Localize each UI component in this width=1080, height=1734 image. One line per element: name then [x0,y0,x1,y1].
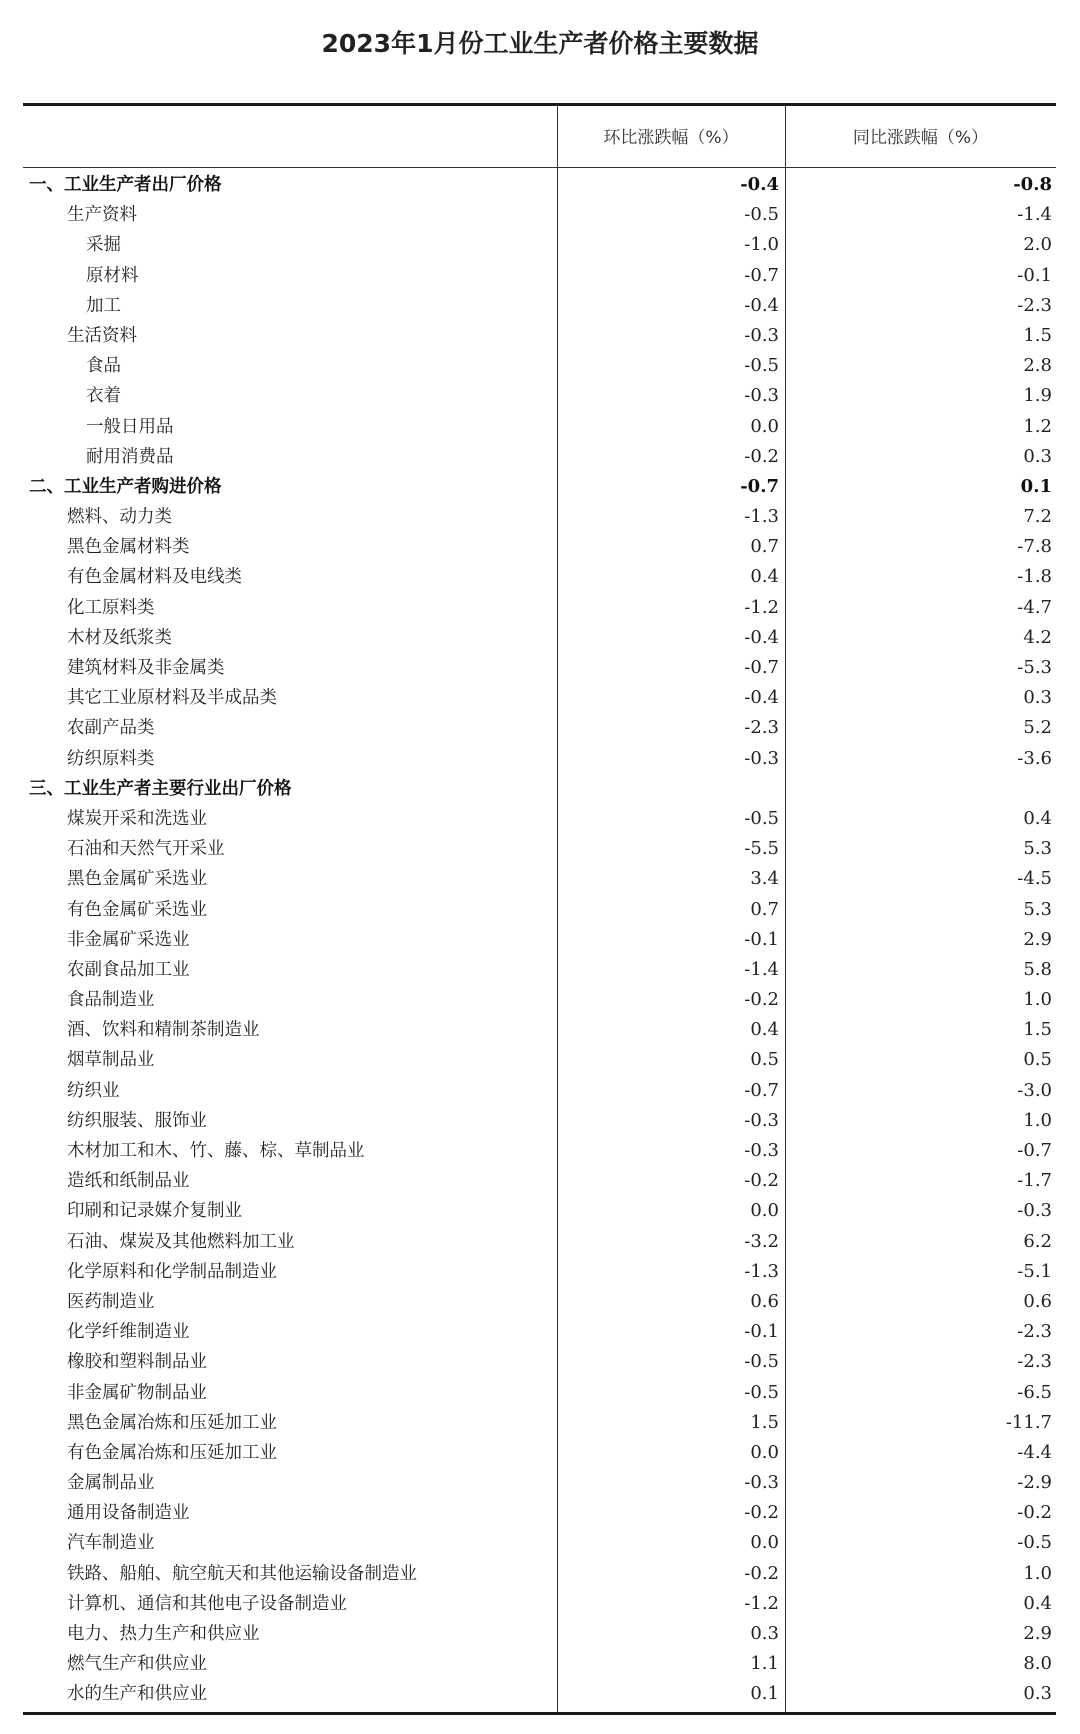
row-label: 印刷和记录媒介复制业 [67,1201,242,1222]
row-label: 通用设备制造业 [67,1503,190,1524]
table-row [23,593,1056,623]
table-row [23,170,1056,200]
table-row [23,1347,1056,1377]
mom-value: 3.4 [750,868,779,890]
yoy-value: -0.3 [1017,1200,1052,1222]
mom-value: -0.5 [744,204,779,226]
yoy-value: 2.9 [1023,928,1052,950]
mom-value: -0.3 [744,1472,779,1494]
table-row [23,834,1056,864]
mom-value: -1.2 [744,596,779,618]
row-label: 纺织原料类 [67,748,155,769]
table-row [23,502,1056,532]
table-row [23,412,1056,442]
row-label: 燃气生产和供应业 [67,1654,207,1675]
mom-value: 0.1 [750,1683,779,1705]
row-label: 农副食品加工业 [67,959,190,980]
row-label: 三、工业生产者主要行业出厂价格 [29,778,292,799]
table-row [23,321,1056,351]
row-label: 电力、热力生产和供应业 [67,1624,260,1644]
mom-value: -0.2 [744,1502,779,1524]
yoy-value: 0.1 [1020,475,1052,497]
yoy-value: 2.8 [1023,355,1052,377]
table-row [23,1196,1056,1226]
row-label: 衣着 [86,386,121,407]
yoy-value: 1.5 [1023,324,1052,346]
table-row [23,200,1056,230]
row-label: 生活资料 [67,325,137,346]
mom-value: 0.3 [750,1623,779,1644]
yoy-value: 1.9 [1023,385,1052,407]
yoy-value: -2.3 [1017,1351,1052,1373]
table-row [23,1045,1056,1075]
mom-value: 0.5 [750,1049,779,1071]
yoy-value: 1.0 [1023,1562,1052,1584]
table-row [23,653,1056,683]
mom-value: -1.4 [744,958,779,980]
row-label: 化学纤维制造业 [67,1322,190,1343]
row-label: 农副产品类 [67,718,155,739]
row-label: 耐用消费品 [86,446,174,467]
row-label: 橡胶和塑料制品业 [67,1352,207,1373]
yoy-value: -4.7 [1017,596,1052,618]
table-row [23,1528,1056,1558]
table-row [23,261,1056,291]
row-label: 铁路、船舶、航空航天和其他运输设备制造业 [67,1563,417,1584]
yoy-value: 5.3 [1023,898,1052,920]
table-row [23,532,1056,562]
row-label: 造纸和纸制品业 [67,1171,190,1192]
mom-value: -0.3 [744,324,779,346]
mom-value: -0.2 [744,989,779,1011]
yoy-value: 5.3 [1023,838,1052,860]
yoy-value: 0.3 [1023,687,1052,709]
row-label: 有色金属矿采选业 [67,899,207,920]
mom-value: 0.7 [750,536,779,558]
table-row [23,562,1056,592]
mom-value: -0.2 [744,445,779,467]
mom-value: -0.3 [744,747,779,769]
mom-value: 0.7 [750,898,779,920]
mom-value: 0.0 [750,1441,779,1463]
column-header-yoy: 同比涨跌幅（%） [852,128,989,148]
mom-value: 0.0 [750,415,779,437]
row-label: 二、工业生产者购进价格 [29,476,222,497]
column-header-mom: 环比涨跌幅（%） [603,128,739,148]
yoy-value: 0.5 [1023,1049,1052,1071]
mom-value: -3.2 [744,1230,779,1252]
row-label: 黑色金属材料类 [67,537,190,558]
mom-value: -1.2 [744,1592,779,1614]
mom-value: -0.2 [744,1562,779,1584]
yoy-value: -0.2 [1017,1502,1052,1524]
row-label: 酒、饮料和精制茶制造业 [67,1020,260,1041]
row-label: 石油、煤炭及其他燃料加工业 [67,1231,295,1252]
page-title: 2023年1月份工业生产者价格主要数据 [321,29,759,58]
yoy-value: -5.1 [1017,1260,1052,1282]
table-row [23,1408,1056,1438]
yoy-value: 0.6 [1023,1290,1052,1312]
row-label: 生产资料 [67,205,137,226]
yoy-value: 6.2 [1023,1230,1052,1252]
table-row [23,774,1056,804]
yoy-value: -6.5 [1017,1381,1052,1403]
yoy-value: 1.0 [1023,1109,1052,1131]
row-label: 计算机、通信和其他电子设备制造业 [67,1593,347,1614]
mom-value: -5.5 [744,838,779,860]
mom-value: -0.7 [744,264,779,286]
row-label: 金属制品业 [67,1473,155,1494]
yoy-value: -3.6 [1017,747,1052,769]
yoy-value: -0.8 [1013,174,1052,195]
table-row [23,1589,1056,1619]
mom-value: 0.0 [750,1532,779,1554]
table-row [23,1166,1056,1196]
table-row [23,1076,1056,1106]
yoy-value: 2.0 [1023,234,1052,256]
table-row [23,895,1056,925]
row-label: 烟草制品业 [67,1050,155,1071]
row-label: 加工 [86,295,121,316]
table-row [23,1498,1056,1528]
row-label: 化学原料和化学制品制造业 [67,1261,277,1282]
row-label: 纺织业 [67,1080,120,1101]
table-row [23,985,1056,1015]
mom-value: -0.4 [744,687,779,709]
mom-value: -0.3 [744,385,779,407]
table-row [23,804,1056,834]
yoy-value: -4.5 [1017,868,1052,890]
row-label: 黑色金属冶炼和压延加工业 [67,1412,277,1433]
yoy-value: 1.0 [1023,989,1052,1011]
yoy-value: 2.9 [1023,1623,1052,1644]
yoy-value: -2.3 [1017,1321,1052,1343]
row-label: 原材料 [86,265,139,286]
table-row [23,1679,1056,1709]
mom-value: -0.5 [744,1381,779,1403]
row-label: 非金属矿采选业 [67,929,190,950]
mom-value: -0.7 [744,1079,779,1101]
row-label: 医药制造业 [67,1291,155,1312]
table-row [23,351,1056,381]
table-row [23,623,1056,653]
table-row [23,925,1056,955]
yoy-value: 0.4 [1023,1592,1052,1614]
row-label: 建筑材料及非金属类 [67,658,225,678]
table-row [23,713,1056,743]
mom-value: -1.3 [744,1260,779,1282]
yoy-value: -4.4 [1017,1441,1052,1463]
table-row [23,1559,1056,1589]
row-label: 煤炭开采和洗选业 [67,808,207,829]
row-label: 一般日用品 [86,416,174,437]
row-label: 木材及纸浆类 [67,627,172,648]
mom-value: -0.2 [744,1170,779,1192]
row-label: 采掘 [86,235,121,256]
mom-value: -0.7 [744,657,779,678]
table-row [23,744,1056,774]
row-label: 有色金属材料及电线类 [67,567,242,588]
table-row [23,1468,1056,1498]
yoy-value: -7.8 [1017,536,1052,558]
mom-value: 0.4 [750,566,779,588]
price-data-table [23,103,1056,1715]
table-row [23,1619,1056,1649]
mom-value: -0.3 [744,1140,779,1161]
yoy-value: 5.2 [1023,717,1052,739]
yoy-value: -2.3 [1017,294,1052,316]
row-label: 燃料、动力类 [67,507,172,528]
row-label: 石油和天然气开采业 [67,839,225,860]
mom-value: -0.4 [740,174,779,195]
yoy-value: 0.3 [1023,1683,1052,1705]
row-label: 食品制造业 [67,990,155,1011]
table-body [23,170,1056,1710]
row-label: 木材加工和木、竹、藤、棕、草制品业 [67,1141,365,1161]
yoy-value: -0.7 [1017,1140,1052,1161]
mom-value: -0.1 [744,928,779,950]
yoy-value: 1.2 [1023,415,1052,437]
row-label: 水的生产和供应业 [67,1684,207,1705]
table-row [23,1227,1056,1257]
mom-value: -1.0 [744,234,779,256]
row-label: 其它工业原材料及半成品类 [67,688,277,709]
yoy-value: 5.8 [1023,958,1052,980]
yoy-value: -1.4 [1017,204,1052,226]
mom-value: -0.5 [744,807,779,829]
row-label: 纺织服装、服饰业 [67,1110,207,1131]
table-row [23,683,1056,713]
table-row [23,1257,1056,1287]
table-row [23,1649,1056,1679]
yoy-value: 7.2 [1023,506,1052,528]
mom-value: 0.0 [750,1200,779,1222]
mom-value: 1.5 [750,1411,779,1433]
row-label: 非金属矿物制品业 [67,1382,207,1403]
table-row [23,472,1056,502]
table-row [23,1287,1056,1317]
yoy-value: -1.7 [1017,1170,1052,1192]
table-row [23,381,1056,411]
yoy-value: 1.5 [1023,1019,1052,1041]
table-row [23,291,1056,321]
yoy-value: -11.7 [1005,1411,1052,1433]
yoy-value: -2.9 [1017,1472,1052,1494]
table-row [23,1015,1056,1045]
table-row [23,1378,1056,1408]
mom-value: -0.7 [740,475,779,497]
mom-value: -1.3 [744,506,779,528]
mom-value: -0.3 [744,1109,779,1131]
table-row [23,1136,1056,1166]
mom-value: 0.4 [750,1019,779,1041]
table-row [23,1438,1056,1468]
yoy-value: 0.3 [1023,445,1052,467]
row-label: 食品 [86,356,121,377]
table-row [23,230,1056,260]
table-row [23,955,1056,985]
yoy-value: 4.2 [1023,626,1052,648]
row-label: 一、工业生产者出厂价格 [29,175,222,195]
mom-value: 1.1 [750,1653,779,1675]
row-label: 汽车制造业 [67,1533,155,1554]
mom-value: -2.3 [744,717,779,739]
mom-value: -0.4 [744,626,779,648]
yoy-value: -0.5 [1017,1532,1052,1554]
yoy-value: -1.8 [1017,566,1052,588]
yoy-value: 0.4 [1023,807,1052,829]
mom-value: -0.5 [744,355,779,377]
row-label: 化工原料类 [67,597,155,618]
table-row [23,1317,1056,1347]
yoy-value: -5.3 [1017,657,1052,678]
mom-value: -0.1 [744,1321,779,1343]
mom-value: -0.5 [744,1351,779,1373]
table-row [23,442,1056,472]
mom-value: 0.6 [750,1290,779,1312]
row-label: 有色金属冶炼和压延加工业 [67,1442,277,1463]
row-label: 黑色金属矿采选业 [67,869,207,890]
table-row [23,1106,1056,1136]
header-divider [23,167,1056,168]
mom-value: -0.4 [744,294,779,316]
table-row [23,864,1056,894]
yoy-value: 8.0 [1023,1653,1052,1675]
yoy-value: -3.0 [1017,1079,1052,1101]
yoy-value: -0.1 [1017,264,1052,286]
